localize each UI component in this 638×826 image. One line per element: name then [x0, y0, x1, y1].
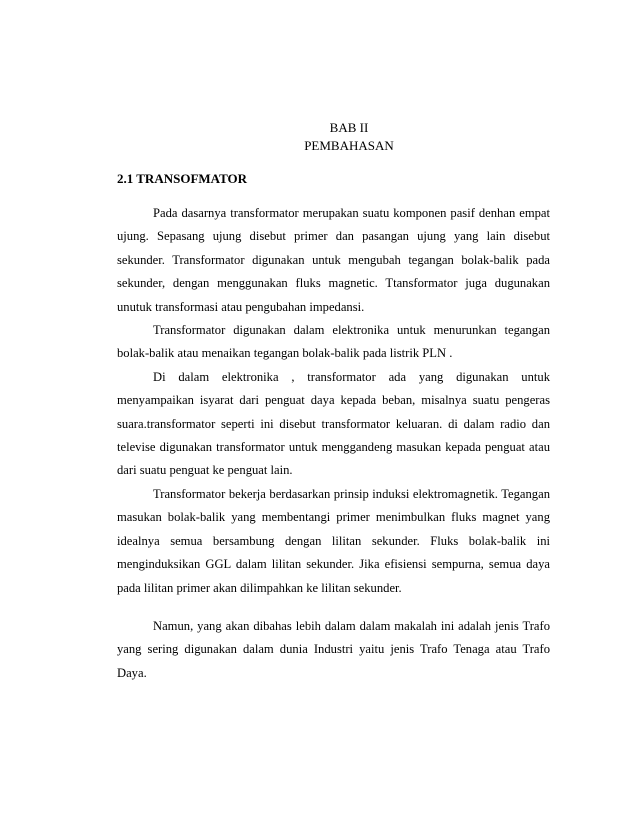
- paragraph-scope: Namun, yang akan dibahas lebih dalam dalam makalah ini adalah jenis Trafo yang sering digunakan dalam dunia Industri yaitu jenis Trafo Tenaga atau Trafo Daya.: [117, 618, 550, 680]
- body-text: [117, 202, 550, 685]
- chapter-title: PEMBAHASAN: [304, 138, 394, 153]
- paragraph-working-principle: Transformator bekerja berdasarkan prinsip induksi elektromagnetik. Tegangan masukan bolak-balik yang membentangi primer menimbulkan fluks magnet yang idealnya semua bersambung dengan lilitan sekunder. Fluks bolak-balik ini menginduksikan GGL dalam lilitan sekunder. Jika efisiensi sempurna, semua daya pada lilitan primer akan dilimpahkan ke lilitan sekunder.: [117, 486, 550, 595]
- paragraph-transformer-usage: Transformator digunakan dalam elektronika untuk menurunkan tegangan bolak-balik atau menaikan tegangan bolak-balik pada listrik PLN .: [117, 323, 550, 361]
- paragraph-electronics-usage: Di dalam elektronika , transformator ada yang digunakan untuk menyampaikan isyarat dari penguat daya kepada beban, misalnya suatu pengeras suara.transformator seperti ini disebut transformator keluaran. di dalam radio dan televise digunakan transformator untuk menggandeng masukan kepada penguat atau dari suatu penguat ke penguat lain.: [117, 369, 550, 478]
- chapter-label: BAB II: [329, 120, 369, 135]
- section-heading: 2.1 TRANSOFMATOR: [117, 171, 248, 186]
- paragraph-transformer-definition: Pada dasarnya transformator merupakan suatu komponen pasif denhan empat ujung. Sepasang ujung disebut primer dan pasangan ujung yang lain disebut sekunder. Transformator digunakan untuk mengubah tegangan bolak-balik pada sekunder, dengan menggunakan fluks magnetic. Ttansformator juga dugunakan unutuk transformasi atau pengubahan impedansi.: [117, 206, 550, 314]
